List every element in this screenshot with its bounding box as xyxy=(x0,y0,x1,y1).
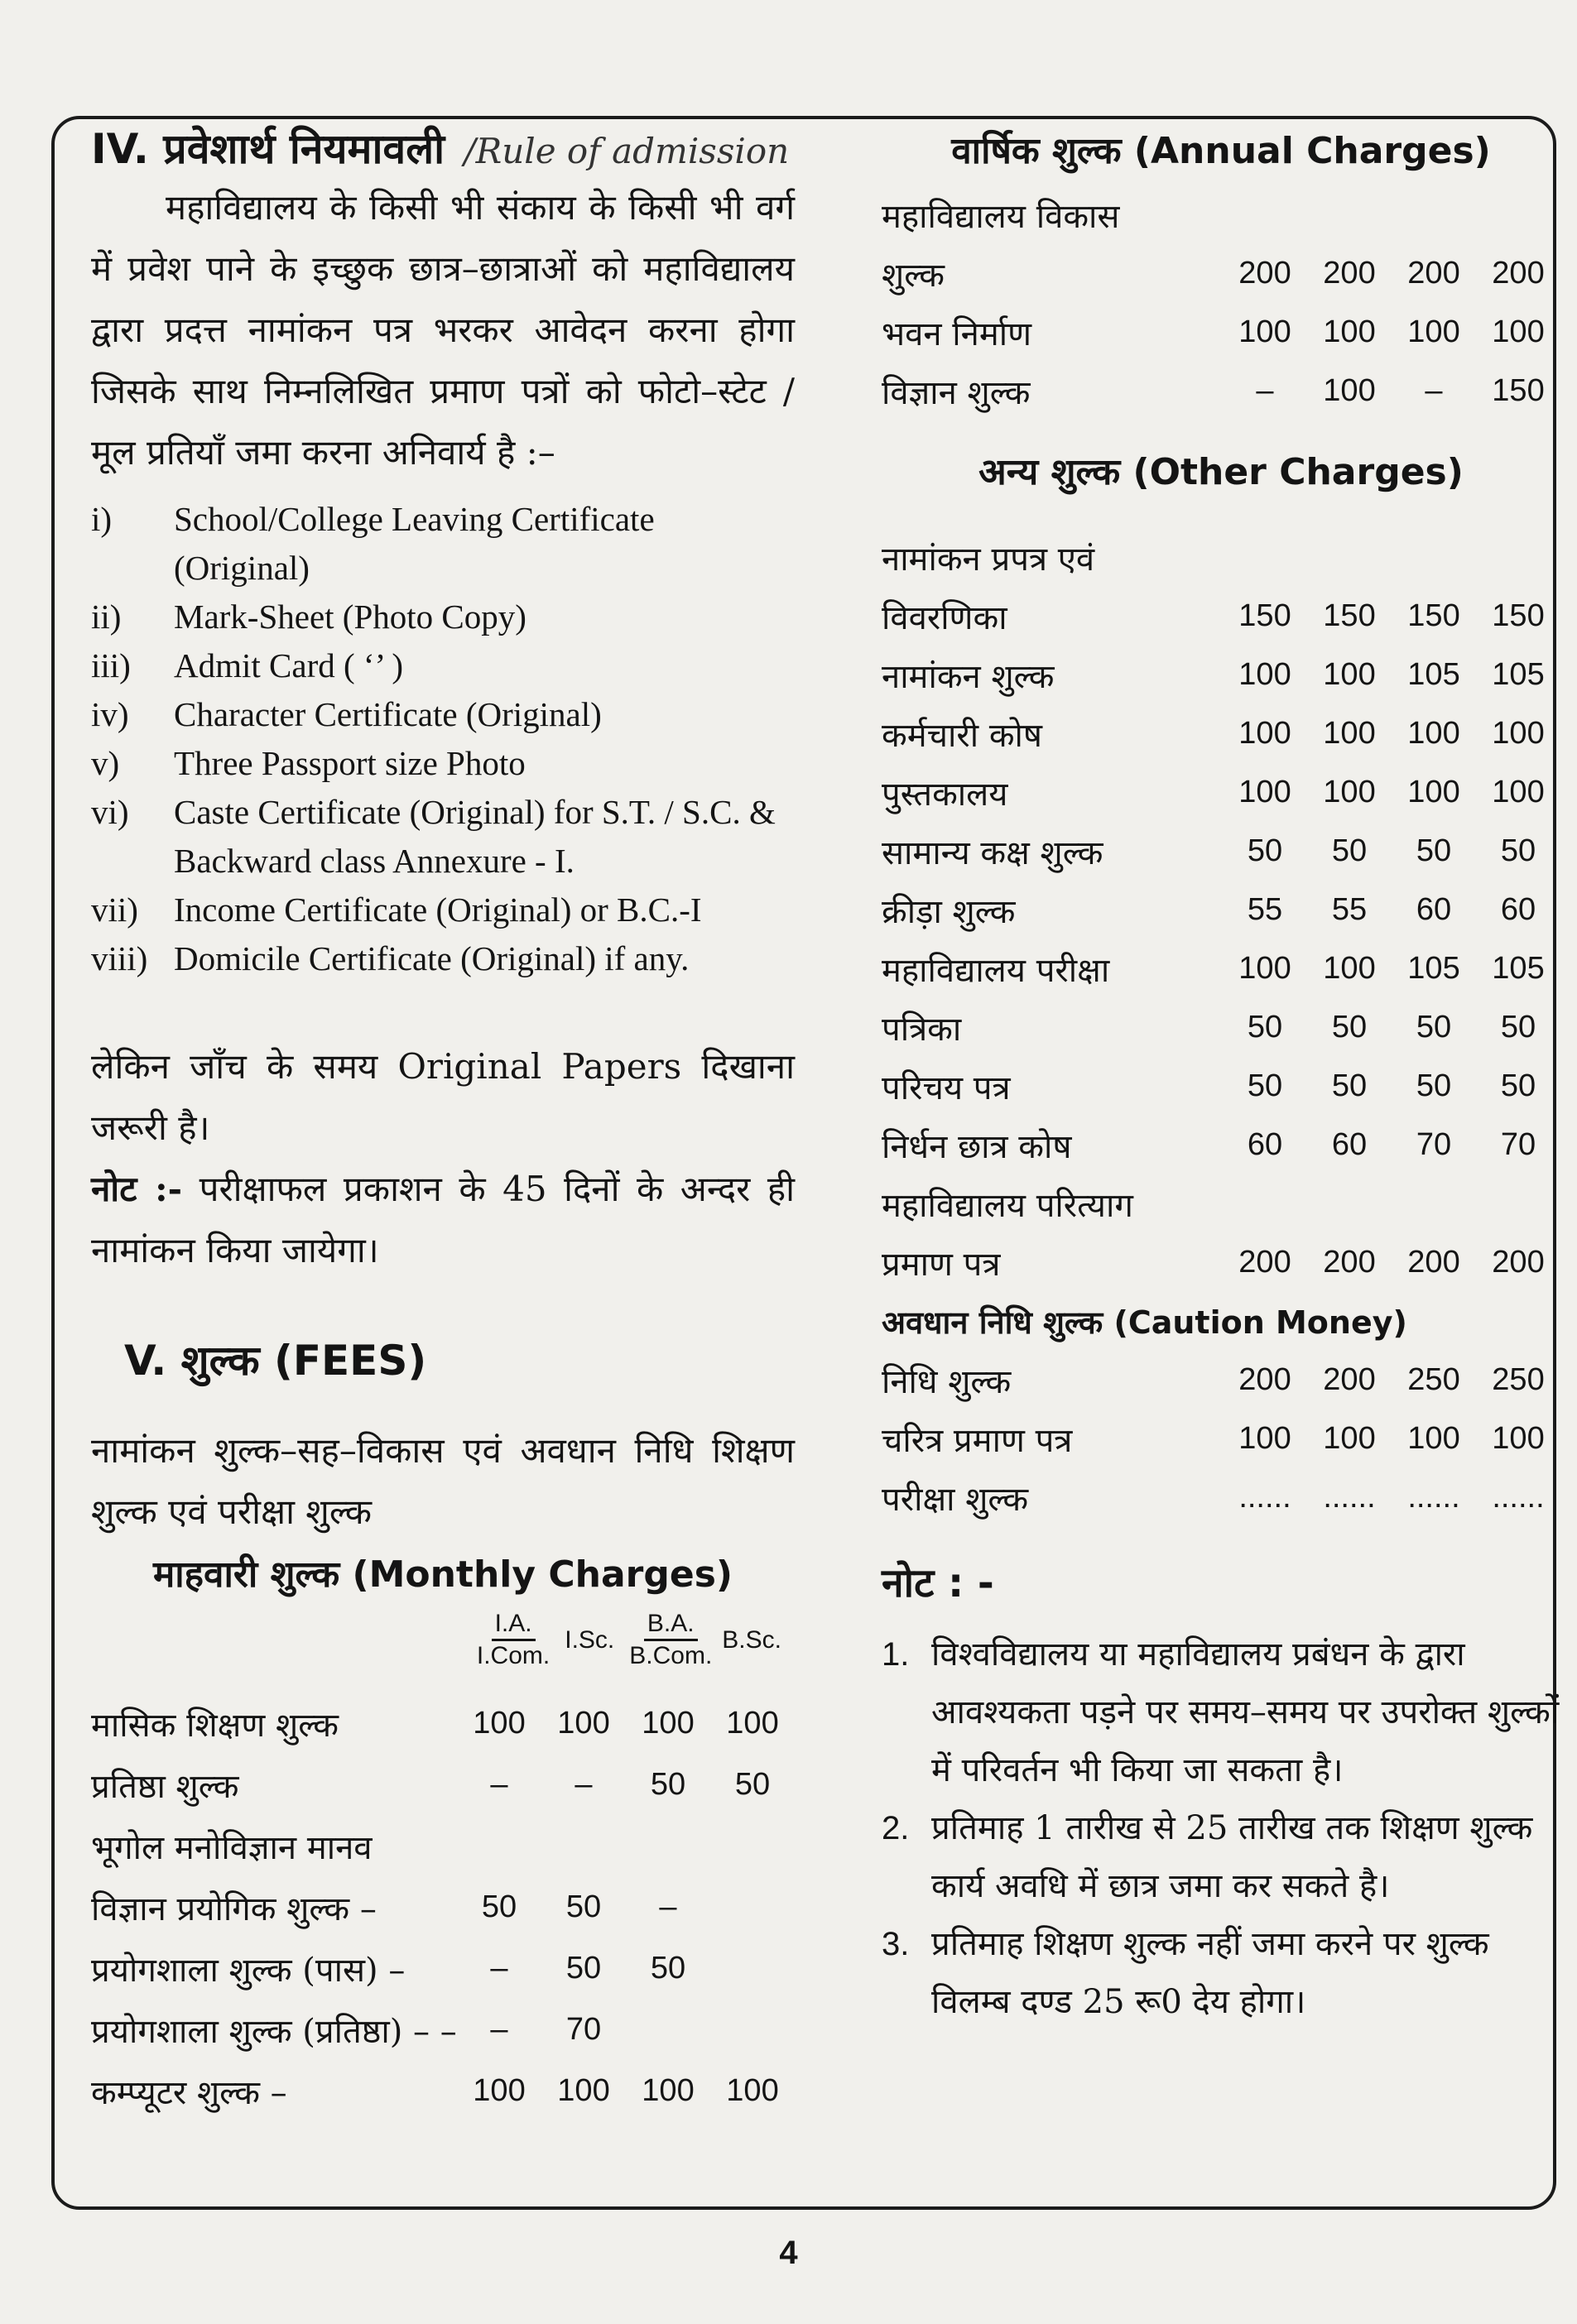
list-item: 1. विश्वविद्यालय या महाविद्यालय प्रबंधन के द्वारा आवश्यकता पड़ने पर समय–समय पर उपरोक्त शुल्कों में परिवर्तन भी किया जा सकता है। xyxy=(882,1635,1560,1789)
list-item: i) School/College Leaving Certificate (Original) xyxy=(91,500,655,587)
table-row: भवन निर्माण 100 100 100 100 xyxy=(882,315,1545,353)
table-row: भूगोल मनोविज्ञान मानव xyxy=(91,1828,373,1867)
list-item: iii) Admit Card ( ‘’ ) xyxy=(91,646,404,684)
table-row: महाविद्यालय परित्याग xyxy=(882,1187,1133,1225)
other-fee-table xyxy=(882,528,1560,1527)
right-column xyxy=(882,124,1560,2031)
fee-column-header xyxy=(91,1609,795,1671)
table-row: पुस्तकालय 100 100 100 100 xyxy=(882,775,1545,814)
table-row: प्रयोगशाला शुल्क (पास) – – 50 50 xyxy=(91,1950,686,1990)
col-ba-bcom: $\frac{B.A.}{\text{B.Com.}}$ xyxy=(629,1610,713,1669)
table-row: नामांकन शुल्क 100 100 105 105 xyxy=(882,657,1545,696)
list-item: viii) Domicile Certificate (Original) if any. xyxy=(91,939,690,977)
table-row: प्रयोगशाला शुल्क (प्रतिष्ठा) – – – 70 xyxy=(91,2011,602,2051)
left-column xyxy=(91,124,795,2121)
table-row: परिचय पत्र 50 50 50 50 xyxy=(882,1068,1536,1107)
admission-intro: महाविद्यालय के किसी भी संकाय के किसी भी वर्ग में प्रवेश पाने के इच्छुक छात्र–छात्राओं को महाविद्यालय द्वारा प्रदत्त नामांकन पत्र भरकर आवेदन करना होगा जिसके साथ निम्नलिखित प्रमाण पत्रों को फोटो–स्टेट / मूल प्रतियाँ जमा करना अनिवार्य है :– xyxy=(91,187,795,473)
admission-title: प्रवेशार्थ नियमावली xyxy=(163,125,445,173)
table-row: शुल्क 200 200 200 200 xyxy=(882,256,1545,295)
table-row: विज्ञान प्रयोगिक शुल्क – 50 50 – xyxy=(91,1889,677,1928)
monthly-heading: माहवारी शुल्क (Monthly Charges) xyxy=(152,1553,733,1596)
other-heading: अन्य शुल्क (Other Charges) xyxy=(978,451,1464,493)
table-row: विज्ञान शुल्क – 100 – 150 xyxy=(882,373,1545,412)
table-row: महाविद्यालय परीक्षा 100 100 105 105 xyxy=(882,951,1545,990)
handwritten-annotation: /Rule of admission xyxy=(464,131,790,171)
fees-intro: नामांकन शुल्क–सह–विकास एवं अवधान निधि शिक्षण शुल्क एवं परीक्षा शुल्क xyxy=(91,1430,795,1532)
monthly-fee-table xyxy=(91,1693,795,2121)
list-item: iv) Character Certificate (Original) xyxy=(91,695,602,733)
page-number: 4 xyxy=(779,2235,798,2271)
list-item: v) Three Passport size Photo xyxy=(91,744,526,782)
table-row: निर्धन छात्र कोष 60 60 70 70 xyxy=(882,1127,1536,1166)
caution-heading-row xyxy=(882,1292,1560,1351)
notes-heading: नोट : - xyxy=(882,1560,994,1606)
admission-note xyxy=(91,1159,795,1281)
annual-fee-table xyxy=(882,185,1560,420)
document-list xyxy=(91,495,795,983)
table-row: क्रीड़ा शुल्क 55 55 60 60 xyxy=(882,892,1536,931)
list-item: 2. प्रतिमाह 1 तारीख से 25 तारीख तक शिक्षण शुल्क कार्य अवधि में छात्र जमा कर सकते है। xyxy=(882,1809,1533,1905)
note-label: नोट :- xyxy=(91,1169,183,1209)
list-item: vi) Caste Certificate (Original) for S.T. / S.C. & Backward class Annexure - I. xyxy=(91,793,776,880)
table-row: चरित्र प्रमाण पत्र 100 100 100 100 xyxy=(882,1421,1545,1460)
table-row: महाविद्यालय विकास xyxy=(882,198,1120,236)
table-row: पत्रिका 50 50 50 50 xyxy=(882,1010,1536,1049)
col-ia-icom: $\frac{I.A.}{\text{I.Com.}}$ xyxy=(476,1610,551,1669)
table-row: कम्प्यूटर शुल्क – 100 100 100 100 xyxy=(91,2072,779,2112)
annual-heading: वार्षिक शुल्क (Annual Charges) xyxy=(951,130,1491,172)
fees-heading: V. शुल्क (FEES) xyxy=(124,1337,427,1385)
list-item: 3. प्रतिमाह शिक्षण शुल्क नहीं जमा करने पर शुल्क विलम्ब दण्ड 25 रू0 देय होगा। xyxy=(882,1925,1489,2021)
table-row: परीक्षा शुल्क ...... ...... ...... ...... xyxy=(882,1480,1545,1519)
list-item: vii) Income Certificate (Original) or B.C.-I xyxy=(91,891,702,929)
admission-heading xyxy=(91,124,795,174)
table-row: विवरणिका 150 150 150 150 xyxy=(882,598,1545,637)
table-row: निधि शुल्क 200 200 250 250 xyxy=(882,1362,1545,1401)
caution-heading: अवधान निधि शुल्क (Caution Money) xyxy=(882,1304,1407,1341)
note-text: परीक्षाफल प्रकाशन के 45 दिनों के अन्दर ही नामांकन किया जायेगा। xyxy=(91,1169,795,1270)
table-row: कर्मचारी कोष 100 100 100 100 xyxy=(882,716,1545,755)
col-bsc: B.Sc. xyxy=(722,1625,781,1654)
admission-number: IV. xyxy=(91,125,149,173)
table-row: सामान्य कक्ष शुल्क 50 50 50 50 xyxy=(882,833,1536,872)
table-row: प्रतिष्ठा शुल्क – – 50 50 xyxy=(91,1766,771,1806)
table-row: प्रमाण पत्र 200 200 200 200 xyxy=(882,1245,1545,1284)
table-row: नामांकन प्रपत्र एवं xyxy=(882,540,1095,579)
original-papers-note: लेकिन जाँच के समय Original Papers दिखाना जरूरी है। xyxy=(91,1046,795,1148)
col-isc: I.Sc. xyxy=(565,1625,615,1654)
notes-list xyxy=(882,1625,1560,2031)
table-row: मासिक शिक्षण शुल्क 100 100 100 100 xyxy=(91,1705,779,1745)
list-item: ii) Mark-Sheet (Photo Copy) xyxy=(91,598,526,636)
